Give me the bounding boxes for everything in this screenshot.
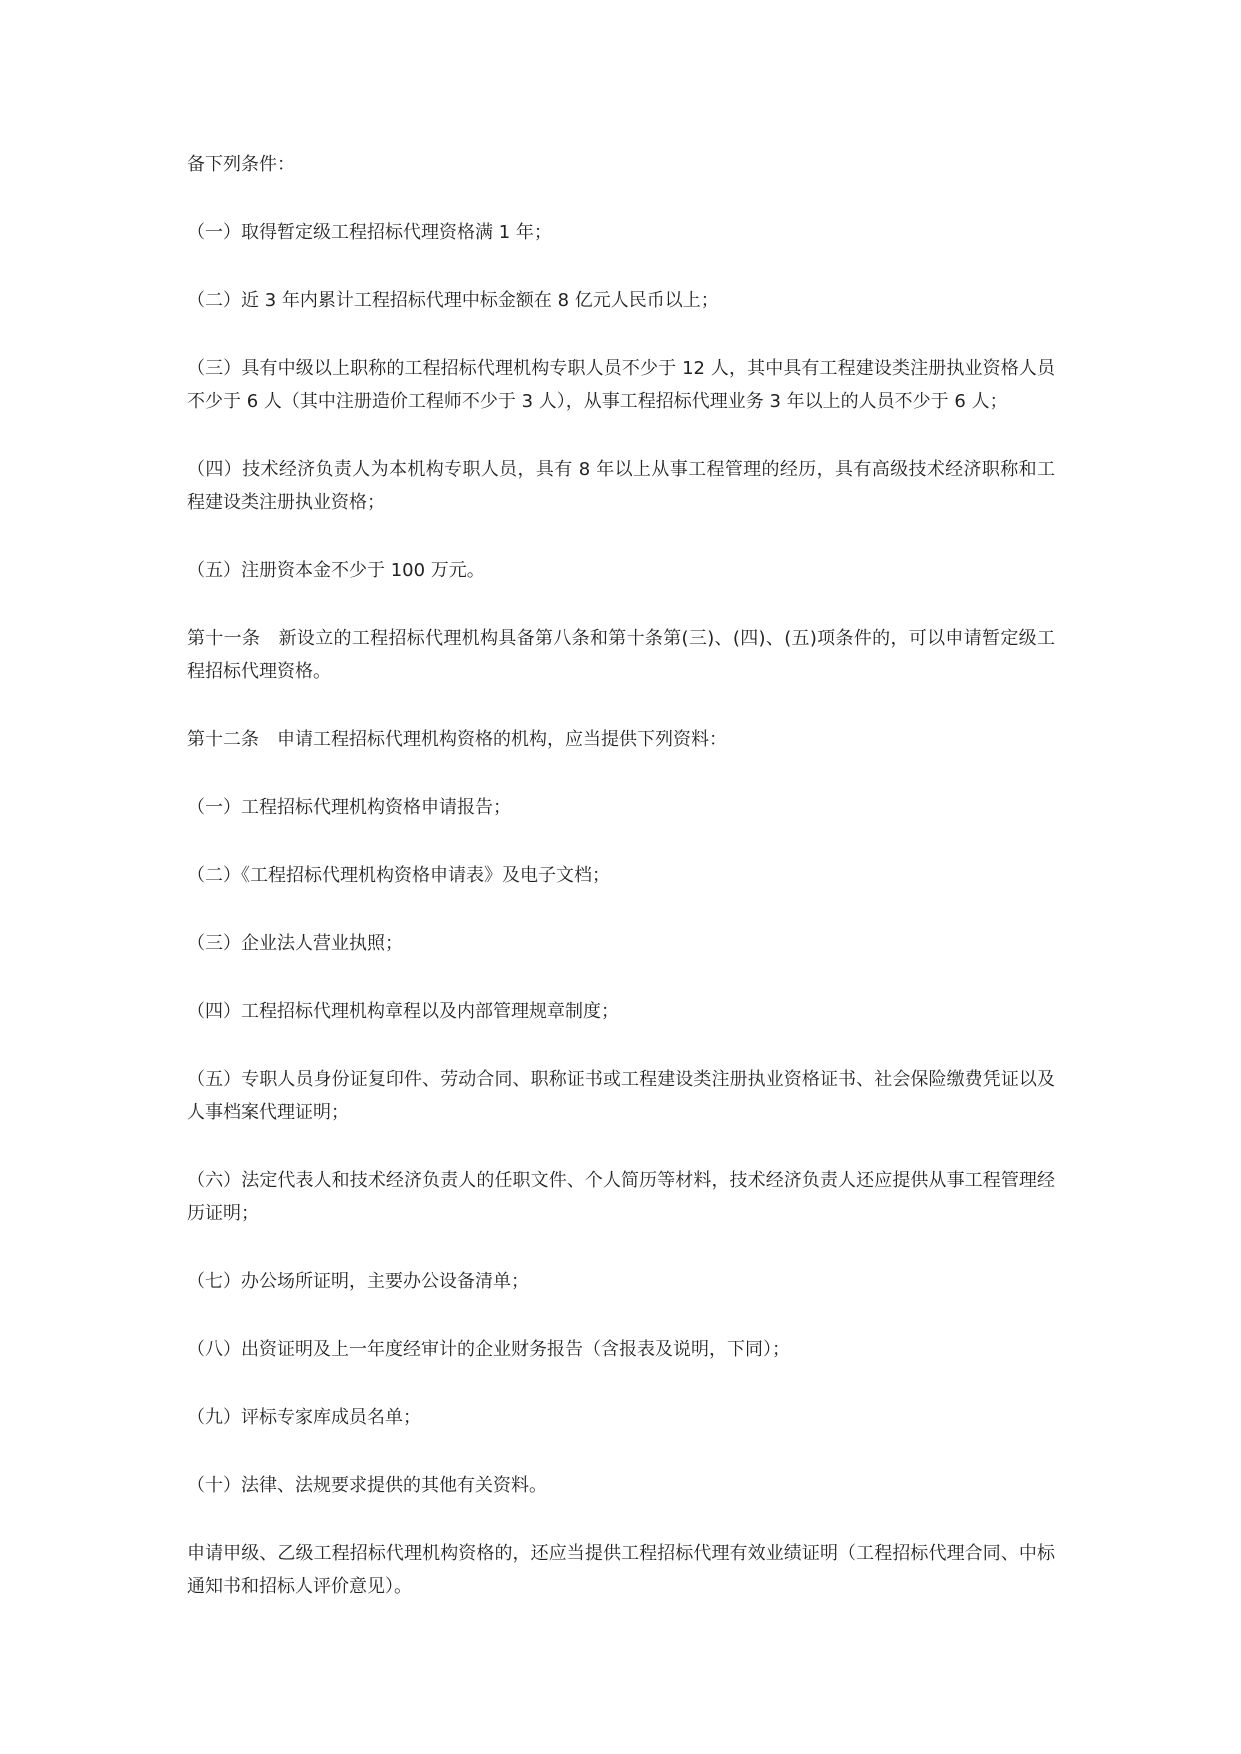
paragraph-article-11: 第十一条 新设立的工程招标代理机构具备第八条和第十条第(三)、(四)、(五)项条件的，可以申请暂定级工程招标代理资格。	[187, 628, 1055, 682]
paragraph-material-6: （六）法定代表人和技术经济负责人的任职文件、个人简历等材料，技术经济负责人还应提供从事工程管理经历证明；	[187, 1170, 1055, 1224]
paragraph-conditions-intro: 备下列条件：	[187, 154, 295, 175]
paragraph-condition-1: （一）取得暂定级工程招标代理资格满 1 年；	[187, 222, 552, 243]
paragraph-article-12: 第十二条 申请工程招标代理机构资格的机构，应当提供下列资料：	[187, 729, 727, 750]
paragraph-material-2: （二）《工程招标代理机构资格申请表》及电子文档；	[187, 865, 610, 886]
paragraph-material-4: （四）工程招标代理机构章程以及内部管理规章制度；	[187, 1001, 619, 1022]
paragraph-condition-2: （二）近 3 年内累计工程招标代理中标金额在 8 亿元人民币以上；	[187, 290, 719, 311]
paragraph-material-9: （九）评标专家库成员名单；	[187, 1407, 421, 1428]
paragraph-material-5: （五）专职人员身份证复印件、劳动合同、职称证书或工程建设类注册执业资格证书、社会保险缴费凭证以及人事档案代理证明；	[187, 1069, 1055, 1123]
paragraph-material-1: （一）工程招标代理机构资格申请报告；	[187, 797, 511, 818]
document-body	[187, 148, 1055, 1638]
paragraph-additional-requirement: 申请甲级、乙级工程招标代理机构资格的，还应当提供工程招标代理有效业绩证明（工程招标代理合同、中标通知书和招标人评价意见）。	[187, 1543, 1055, 1597]
paragraph-condition-5: （五）注册资本金不少于 100 万元。	[187, 560, 485, 581]
paragraph-material-10: （十）法律、法规要求提供的其他有关资料。	[187, 1475, 547, 1496]
paragraph-condition-4: （四）技术经济负责人为本机构专职人员，具有 8 年以上从事工程管理的经历，具有高级技术经济职称和工程建设类注册执业资格；	[187, 459, 1055, 513]
paragraph-material-3: （三）企业法人营业执照；	[187, 933, 403, 954]
paragraph-material-7: （七）办公场所证明，主要办公设备清单；	[187, 1271, 529, 1292]
paragraph-condition-3: （三）具有中级以上职称的工程招标代理机构专职人员不少于 12 人，其中具有工程建设类注册执业资格人员不少于 6 人（其中注册造价工程师不少于 3 人），从事工程招标代理业务 3 年以上的人员不少于 6 人；	[187, 358, 1055, 412]
paragraph-material-8: （八）出资证明及上一年度经审计的企业财务报告（含报表及说明，下同）；	[187, 1339, 790, 1360]
